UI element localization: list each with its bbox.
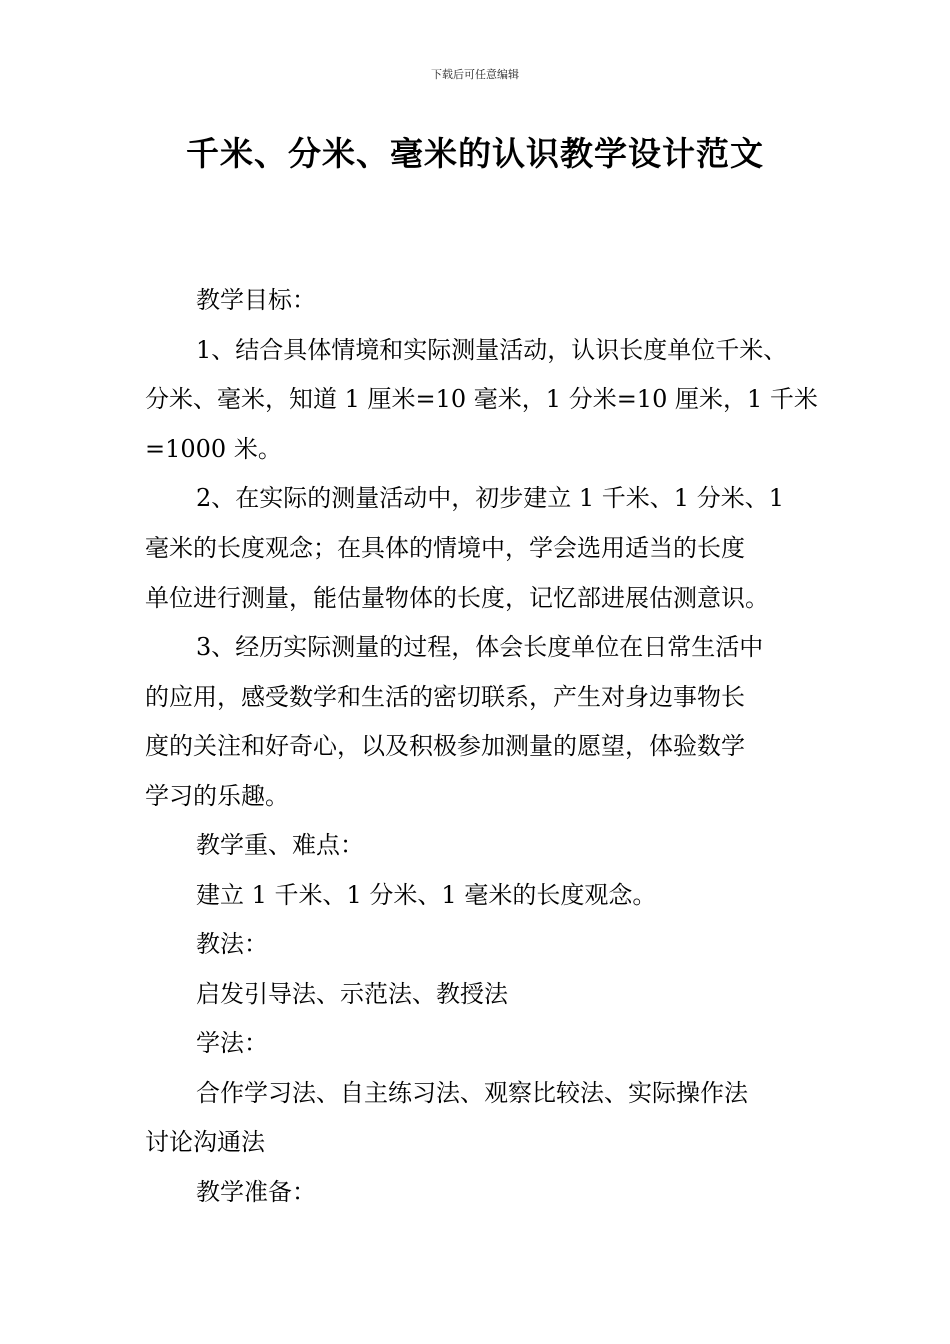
- section-heading-teaching-method: 教法：: [196, 930, 268, 958]
- section-heading-key-points: 教学重、难点：: [196, 831, 364, 859]
- learning-method-line-1: 合作学习法、自主练习法、观察比较法、实际操作法: [196, 1079, 748, 1107]
- document-title: 千米、分米、毫米的认识教学设计范文: [186, 134, 764, 173]
- goal-1-line-2: 分米、毫米，知道 1 厘米=10 毫米，1 分米=10 厘米，1 千米: [145, 385, 818, 413]
- learning-method-line-2: 讨论沟通法: [145, 1128, 265, 1156]
- goal-2-line-2: 毫米的长度观念；在具体的情境中，学会选用适当的长度: [145, 534, 745, 562]
- goal-2-line-1: 2、在实际的测量活动中，初步建立 1 千米、1 分米、1: [196, 484, 784, 512]
- section-heading-goals: 教学目标：: [196, 286, 316, 314]
- goal-3-line-1: 3、经历实际测量的过程，体会长度单位在日常生活中: [196, 633, 764, 661]
- section-heading-preparation: 教学准备：: [196, 1178, 316, 1206]
- goal-3-line-2: 的应用，感受数学和生活的密切联系，产生对身边事物长: [145, 683, 745, 711]
- section-heading-learning-method: 学法：: [196, 1029, 268, 1057]
- goal-2-line-3: 单位进行测量，能估量物体的长度，记忆部进展估测意识。: [145, 584, 769, 612]
- goal-3-line-3: 度的关注和好奇心，以及积极参加测量的愿望，体验数学: [145, 732, 745, 760]
- goal-1-line-3: =1000 米。: [145, 435, 282, 463]
- key-points-text: 建立 1 千米、1 分米、1 毫米的长度观念。: [196, 881, 657, 909]
- page-header-note: 下载后可任意编辑: [431, 68, 519, 81]
- goal-3-line-4: 学习的乐趣。: [145, 782, 289, 810]
- goal-1-line-1: 1、结合具体情境和实际测量活动，认识长度单位千米、: [196, 336, 788, 364]
- teaching-method-text: 启发引导法、示范法、教授法: [196, 980, 508, 1008]
